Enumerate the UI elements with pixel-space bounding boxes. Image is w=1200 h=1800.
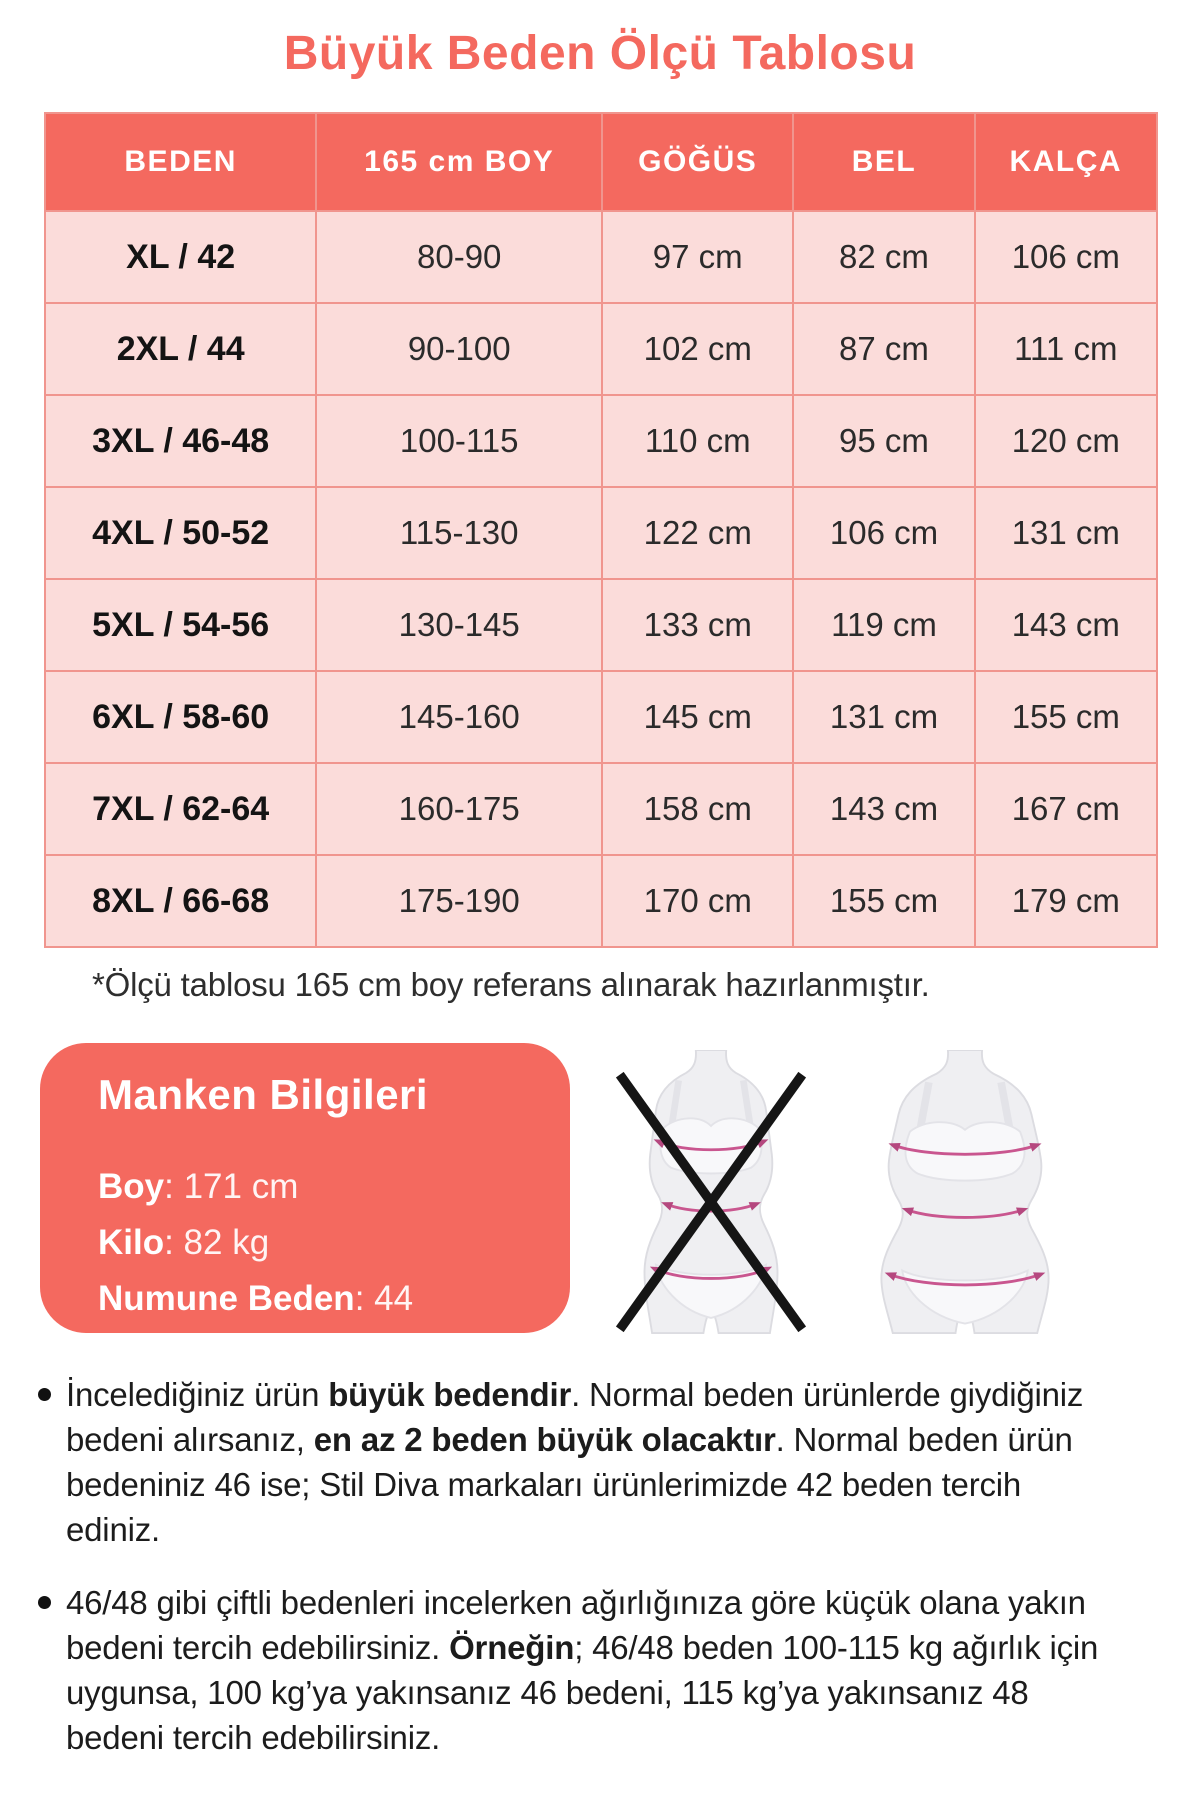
text: ; 46/48 beden 100-115 kg ağırlık için uygunsa, 100 kg’ya yakınsanız 46 bedeni, 115 kg’ya yakınsanız 48 bedeni tercih edebilirsiniz. xyxy=(66,1629,1099,1756)
table-footnote: *Ölçü tablosu 165 cm boy referans alınarak hazırlanmıştır. xyxy=(92,966,930,1003)
size-table-header-row xyxy=(45,113,1157,211)
model-sample-size-line xyxy=(98,1271,413,1327)
note-item-sizing xyxy=(38,1372,1113,1552)
measure-cell: 115-130 xyxy=(316,487,602,579)
measure-cell: 90-100 xyxy=(316,303,602,395)
model-weight-line xyxy=(98,1215,413,1271)
text: . Normal beden ürün bedeniniz 46 ise; Stil Diva markaları ürünlerimizde 42 beden tercih ediniz. xyxy=(66,1421,1073,1548)
plus-body-figure xyxy=(860,1050,1070,1335)
size-table-container xyxy=(44,112,1158,948)
measure-cell: 106 cm xyxy=(975,211,1157,303)
text: İncelediğiniz ürün xyxy=(66,1376,329,1413)
measure-cell: 131 cm xyxy=(975,487,1157,579)
bold-text: Örneğin xyxy=(449,1629,575,1666)
size-cell: 2XL / 44 xyxy=(45,303,316,395)
text: : 171 cm xyxy=(164,1167,299,1206)
note-item-double-sizes xyxy=(38,1580,1113,1760)
slim-body-figure xyxy=(615,1050,807,1335)
measure-cell: 133 cm xyxy=(602,579,793,671)
measure-cell: 102 cm xyxy=(602,303,793,395)
measure-cell: 170 cm xyxy=(602,855,793,947)
text: : 82 kg xyxy=(164,1223,270,1262)
measure-cell: 143 cm xyxy=(975,579,1157,671)
size-cell: 3XL / 46-48 xyxy=(45,395,316,487)
measure-cell: 87 cm xyxy=(793,303,974,395)
measure-cell: 131 cm xyxy=(793,671,974,763)
table-row xyxy=(45,211,1157,303)
measure-cell: 145 cm xyxy=(602,671,793,763)
measure-cell: 158 cm xyxy=(602,763,793,855)
text: : 44 xyxy=(354,1279,414,1318)
size-table xyxy=(44,112,1158,948)
notes-list xyxy=(38,1372,1113,1788)
text: 46/48 gibi çiftli bedenleri incelerken ağırlığınıza göre küçük olana yakın bedeni tercih edebilirsiniz. xyxy=(66,1584,1086,1666)
measure-cell: 155 cm xyxy=(975,671,1157,763)
measure-cell: 160-175 xyxy=(316,763,602,855)
bold-text: büyük bedendir xyxy=(328,1376,572,1413)
measure-cell: 80-90 xyxy=(316,211,602,303)
table-row xyxy=(45,395,1157,487)
text: . Normal beden ürünlerde giydiğiniz bedeni alırsanız, xyxy=(66,1376,1084,1458)
measure-cell: 167 cm xyxy=(975,763,1157,855)
model-info-card xyxy=(40,1043,570,1333)
size-cell: 5XL / 54-56 xyxy=(45,579,316,671)
measure-cell: 111 cm xyxy=(975,303,1157,395)
column-header: GÖĞÜS xyxy=(602,113,793,211)
measure-cell: 179 cm xyxy=(975,855,1157,947)
measure-cell: 143 cm xyxy=(793,763,974,855)
measure-cell: 122 cm xyxy=(602,487,793,579)
bold-text: Kilo xyxy=(98,1223,165,1262)
model-info-heading: Manken Bilgileri xyxy=(98,1071,429,1118)
column-header: BEDEN xyxy=(45,113,316,211)
size-cell: 4XL / 50-52 xyxy=(45,487,316,579)
measure-cell: 110 cm xyxy=(602,395,793,487)
size-cell: 7XL / 62-64 xyxy=(45,763,316,855)
table-row xyxy=(45,487,1157,579)
measure-cell: 145-160 xyxy=(316,671,602,763)
measure-cell: 130-145 xyxy=(316,579,602,671)
page-title: Büyük Beden Ölçü Tablosu xyxy=(283,27,917,80)
table-row xyxy=(45,671,1157,763)
measure-cell: 97 cm xyxy=(602,211,793,303)
measure-cell: 82 cm xyxy=(793,211,974,303)
column-header: BEL xyxy=(793,113,974,211)
measure-cell: 106 cm xyxy=(793,487,974,579)
size-cell: 6XL / 58-60 xyxy=(45,671,316,763)
size-cell: 8XL / 66-68 xyxy=(45,855,316,947)
measure-cell: 95 cm xyxy=(793,395,974,487)
table-row xyxy=(45,303,1157,395)
table-row xyxy=(45,855,1157,947)
table-row xyxy=(45,763,1157,855)
size-table-body xyxy=(45,211,1157,947)
measure-cell: 100-115 xyxy=(316,395,602,487)
bold-text: Boy xyxy=(98,1167,165,1206)
bold-text: Numune Beden xyxy=(98,1279,355,1318)
bold-text: en az 2 beden büyük olacaktır xyxy=(313,1421,776,1458)
column-header: 165 cm BOY xyxy=(316,113,602,211)
measure-cell: 119 cm xyxy=(793,579,974,671)
model-height-line xyxy=(98,1159,413,1215)
measure-cell: 155 cm xyxy=(793,855,974,947)
measure-cell: 120 cm xyxy=(975,395,1157,487)
model-info-lines xyxy=(98,1159,413,1327)
table-row xyxy=(45,579,1157,671)
column-header: KALÇA xyxy=(975,113,1157,211)
measure-cell: 175-190 xyxy=(316,855,602,947)
size-cell: XL / 42 xyxy=(45,211,316,303)
